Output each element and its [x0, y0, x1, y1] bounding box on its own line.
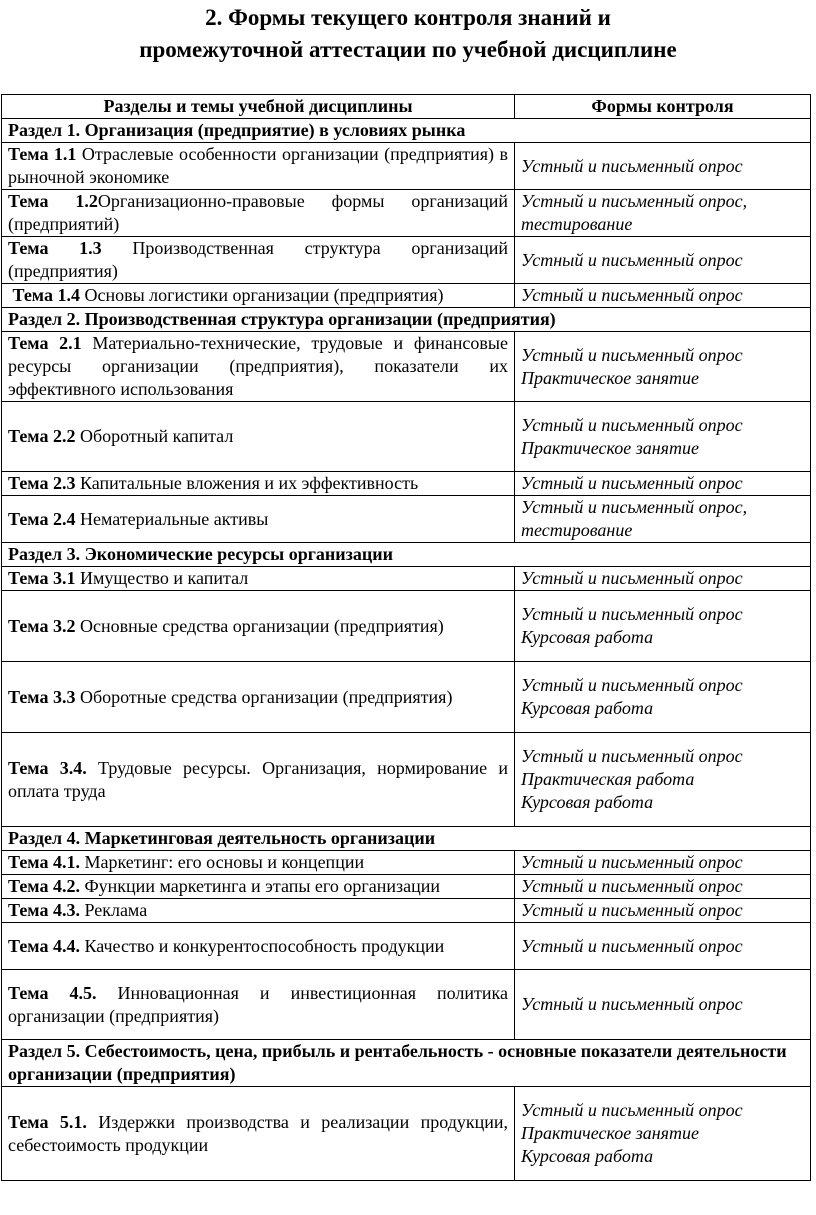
topic-title: Реклама: [79, 900, 148, 920]
topic-cell: [2, 190, 515, 237]
topic-cell: [2, 875, 515, 899]
control-form-item: Устный и письменный опрос: [521, 604, 743, 624]
topic-number: Тема 3.2: [8, 615, 76, 636]
topic-row: [2, 567, 811, 591]
topic-cell: [2, 851, 515, 875]
control-form-item: Устный и письменный опрос: [521, 249, 743, 270]
section-title: Раздел 3. Экономические ресурсы организации: [2, 543, 811, 567]
section-title: Раздел 1. Организация (предприятие) в условиях рынка: [2, 119, 811, 143]
table-header-row: [2, 95, 811, 119]
topic-cell: [2, 496, 515, 543]
control-form-item: Устный и письменный опрос,: [521, 191, 748, 211]
topic-number: Тема 1.1: [8, 144, 77, 164]
topic-cell: [2, 970, 515, 1040]
topic-cell: [2, 591, 515, 662]
topic-number: Тема 2.4: [8, 508, 76, 529]
topic-number: Тема 2.3: [8, 473, 76, 493]
topic-row: [2, 733, 811, 827]
control-form-item: Устный и письменный опрос: [521, 746, 743, 766]
topic-cell: [2, 923, 515, 970]
control-form-item: Устный и письменный опрос: [521, 876, 743, 896]
topic-title: Организационно-правовые формы организаций (предприятий): [8, 191, 508, 234]
topic-title: Отраслевые особенности организации (предприятия) в рыночной экономике: [8, 144, 509, 187]
topic-cell: [2, 332, 515, 402]
topic-number: Тема 5.1.: [8, 1111, 87, 1132]
control-form-item: Устный и письменный опрос: [521, 852, 743, 872]
control-form-item: Курсовая работа: [521, 792, 654, 812]
topic-title: Оборотные средства организации (предприятия): [75, 686, 453, 707]
section-row: [2, 119, 811, 143]
topic-number: Тема 4.3.: [8, 900, 80, 920]
topic-title: Основы логистики организации (предприятия): [79, 285, 444, 305]
topic-number: Тема 2.2: [8, 426, 76, 446]
control-form-item: Практическое занятие: [521, 367, 700, 388]
topic-title: Основные средства организации (предприятия): [75, 615, 444, 636]
topic-cell: [2, 1087, 515, 1181]
heading-line-2: промежуточной аттестации по учебной дисциплине: [139, 37, 677, 62]
topic-number: Тема 4.1.: [8, 852, 80, 872]
topic-row: [2, 237, 811, 284]
topic-cell: [2, 402, 515, 472]
control-form-item: Курсовая работа: [521, 627, 654, 647]
topic-number: Тема 4.5.: [8, 982, 97, 1003]
control-forms-cell: [515, 591, 811, 662]
topic-title: Функции маркетинга и этапы его организации: [79, 876, 440, 896]
control-form-item: тестирование: [521, 520, 633, 540]
topic-title: Инновационная и инвестиционная политика организации (предприятия): [8, 982, 508, 1026]
topic-number: Тема 1.3: [8, 238, 102, 258]
section-row: [2, 827, 811, 851]
topic-title: Материально-технические, трудовые и финансовые ресурсы организации (предприятия), показатели их эффективного использования: [8, 333, 508, 399]
topic-title: Производственная структура организаций (предприятия): [8, 238, 508, 281]
section-row: [2, 543, 811, 567]
topic-cell: [2, 237, 515, 284]
topic-number: Тема 1.4: [8, 285, 80, 305]
topic-row: [2, 143, 811, 190]
document-heading: [0, 2, 816, 66]
topic-number: Тема 1.2: [8, 191, 98, 211]
topic-cell: [2, 143, 515, 190]
topic-row: [2, 662, 811, 733]
control-forms-cell: [515, 143, 811, 190]
control-forms-cell: [515, 472, 811, 496]
topic-row: [2, 970, 811, 1040]
section-title: Раздел 5. Себестоимость, цена, прибыль и рентабельность - основные показатели деятельности организации (предприятия): [2, 1040, 811, 1087]
column-header-forms: Формы контроля: [515, 95, 811, 119]
topic-cell: [2, 472, 515, 496]
control-forms-cell: [515, 190, 811, 237]
control-form-item: Устный и письменный опрос: [521, 414, 743, 435]
topic-title: Оборотный капитал: [75, 426, 234, 446]
control-forms-cell: [515, 402, 811, 472]
topic-title: Качество и конкурентоспособность продукции: [79, 935, 445, 956]
control-form-item: Устный и письменный опрос: [521, 935, 743, 956]
control-form-item: Практическая работа: [521, 769, 695, 789]
control-forms-table: [1, 94, 811, 1181]
control-form-item: Устный и письменный опрос: [521, 568, 743, 588]
control-form-item: Курсовая работа: [521, 1146, 654, 1166]
topic-row: [2, 923, 811, 970]
topic-row: [2, 190, 811, 237]
topic-cell: [2, 567, 515, 591]
control-forms-cell: [515, 851, 811, 875]
control-forms-cell: [515, 284, 811, 308]
topic-number: Тема 4.4.: [8, 935, 80, 956]
control-forms-cell: [515, 1087, 811, 1181]
section-row: [2, 1040, 811, 1087]
control-forms-cell: [515, 970, 811, 1040]
topic-row: [2, 284, 811, 308]
topic-row: [2, 332, 811, 402]
control-form-item: тестирование: [521, 214, 633, 234]
control-form-item: Устный и письменный опрос: [521, 994, 743, 1014]
control-form-item: Устный и письменный опрос: [521, 155, 743, 176]
topic-number: Тема 4.2.: [8, 876, 80, 896]
control-form-item: Устный и письменный опрос: [521, 344, 743, 365]
section-title: Раздел 2. Производственная структура организации (предприятия): [2, 308, 811, 332]
control-forms-cell: [515, 567, 811, 591]
table-body: [2, 119, 811, 1181]
topic-title: Капитальные вложения и их эффективность: [75, 473, 419, 493]
topic-title: Нематериальные активы: [75, 508, 269, 529]
control-form-item: Устный и письменный опрос: [521, 473, 743, 493]
topic-row: [2, 1087, 811, 1181]
topic-row: [2, 496, 811, 543]
control-form-item: Устный и письменный опрос: [521, 900, 743, 920]
topic-title: Имущество и капитал: [75, 568, 249, 588]
column-header-topics: Разделы и темы учебной дисциплины: [2, 95, 515, 119]
control-form-item: Устный и письменный опрос: [521, 1100, 743, 1120]
control-form-item: Практическое занятие: [521, 1123, 700, 1143]
topic-row: [2, 851, 811, 875]
control-forms-cell: [515, 733, 811, 827]
section-row: [2, 308, 811, 332]
topic-title: Издержки производства и реализации продукции, себестоимость продукции: [8, 1111, 508, 1155]
topic-number: Тема 2.1: [8, 333, 82, 353]
control-forms-cell: [515, 662, 811, 733]
control-forms-cell: [515, 332, 811, 402]
topic-row: [2, 402, 811, 472]
control-form-item: Курсовая работа: [521, 698, 654, 718]
control-form-item: Устный и письменный опрос,: [521, 497, 748, 517]
control-form-item: Устный и письменный опрос: [521, 285, 743, 305]
topic-number: Тема 3.4.: [8, 757, 87, 778]
section-title: Раздел 4. Маркетинговая деятельность организации: [2, 827, 811, 851]
control-forms-cell: [515, 899, 811, 923]
topic-title: Трудовые ресурсы. Организация, нормирование и оплата труда: [8, 757, 508, 801]
topic-cell: [2, 733, 515, 827]
topic-title: Маркетинг: его основы и концепции: [79, 852, 365, 872]
topic-row: [2, 899, 811, 923]
topic-cell: [2, 899, 515, 923]
control-form-item: Практическое занятие: [521, 437, 700, 458]
topic-row: [2, 472, 811, 496]
control-forms-cell: [515, 875, 811, 899]
control-forms-cell: [515, 923, 811, 970]
topic-row: [2, 591, 811, 662]
topic-number: Тема 3.3: [8, 686, 76, 707]
control-form-item: Устный и письменный опрос: [521, 675, 743, 695]
topic-cell: [2, 662, 515, 733]
topic-cell: [2, 284, 515, 308]
control-forms-cell: [515, 237, 811, 284]
control-forms-cell: [515, 496, 811, 543]
heading-line-1: 2. Формы текущего контроля знаний и: [205, 5, 611, 30]
topic-number: Тема 3.1: [8, 568, 76, 588]
topic-row: [2, 875, 811, 899]
